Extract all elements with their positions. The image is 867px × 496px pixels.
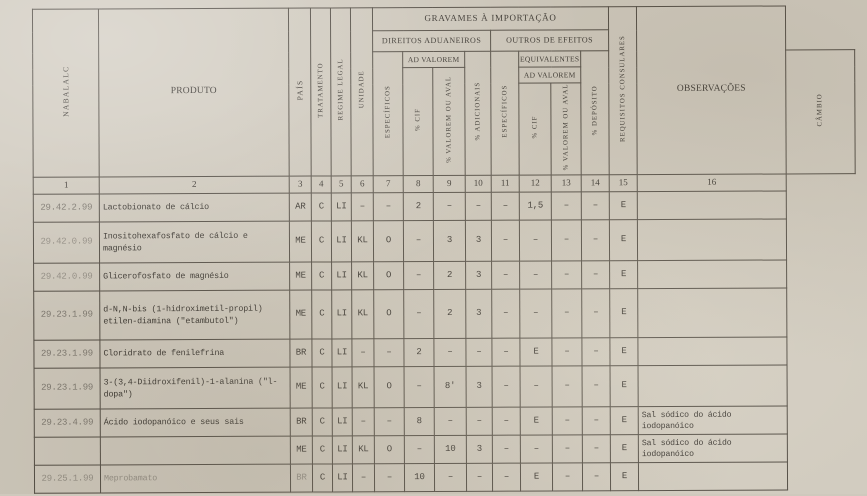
cell-observacoes: Sal sódico do ácido iodopanóico: [638, 406, 787, 435]
cell-especificos-1: O: [374, 436, 404, 464]
colnum-16: 16: [637, 174, 786, 192]
cell-deposito: –: [582, 261, 610, 289]
cell-unidade: –: [352, 408, 374, 436]
cell-regime: LI: [332, 262, 352, 290]
cell-cif-2: E: [520, 463, 552, 491]
header-nabalalc: NABALALC: [32, 9, 99, 177]
cell-regime: LI: [332, 367, 352, 408]
cell-deposito: –: [582, 407, 610, 435]
header-cambio: CÂMBIO: [786, 50, 856, 174]
cell-unidade: KL: [352, 367, 374, 408]
cell-produto: Meprobamato: [100, 464, 290, 493]
cell-produto: Lactobionato de cálcio: [99, 193, 289, 222]
cell-pais: ME: [290, 436, 312, 464]
colnum-3: 3: [289, 176, 311, 193]
cell-cambio: E: [610, 407, 638, 435]
header-especificos-1: ESPECÍFICOS: [373, 52, 404, 176]
cell-cif-2: –: [520, 261, 552, 289]
cell-produto: [100, 436, 290, 465]
cell-regime: LI: [332, 436, 352, 464]
header-gravames: GRAVAMES À IMPORTAÇÃO: [372, 7, 608, 31]
cell-regime: LI: [331, 193, 351, 221]
cell-valorem-2: –: [552, 366, 582, 407]
cell-cif-2: –: [520, 366, 552, 407]
cell-tratamento: C: [311, 193, 331, 221]
table-row: [33, 191, 855, 223]
cell-especificos-2: –: [492, 407, 520, 435]
cell-pais: ME: [290, 262, 312, 290]
cell-deposito: –: [582, 338, 610, 366]
cell-adicionais: 3: [466, 435, 492, 463]
table-row: [34, 337, 856, 369]
cell-deposito: –: [582, 289, 610, 338]
cell-tratamento: C: [312, 290, 332, 339]
cell-nabalalc: 29.25.1.99: [34, 465, 100, 493]
header-direitos-aduaneiros: DIREITOS ADUANEIROS: [373, 30, 491, 52]
header-cif-1: % CIF: [403, 68, 433, 176]
cell-observacoes: Sal sódico do ácido iodopanóico: [638, 434, 787, 463]
cell-cambio: E: [610, 338, 638, 366]
cell-especificos-2: –: [492, 261, 520, 289]
cell-deposito: –: [582, 435, 610, 463]
cell-cambio: E: [610, 261, 638, 289]
cell-regime: LI: [332, 408, 352, 436]
colnum-2: 2: [99, 176, 289, 194]
cell-regime: LI: [331, 221, 351, 262]
cell-adicionais: 3: [466, 366, 492, 407]
header-equivalentes: EQUIVALENTES: [519, 51, 581, 67]
table-row: [34, 365, 856, 410]
cell-observacoes: [637, 191, 786, 220]
cell-valorem-2: –: [552, 407, 582, 435]
cell-cif-2: –: [520, 435, 552, 463]
cell-especificos-1: –: [374, 464, 404, 492]
cell-cambio: E: [610, 435, 638, 463]
cell-produto: Inositohexafosfato de cálcio e magnésio: [99, 221, 289, 263]
cell-especificos-1: –: [374, 408, 404, 436]
cell-valorem-1: –: [433, 192, 465, 220]
cell-adicionais: –: [466, 463, 492, 491]
cell-pais: AR: [289, 193, 311, 221]
cell-cif-2: –: [519, 220, 551, 261]
cell-nabalalc: 29.23.1.99: [34, 291, 100, 340]
cell-observacoes: [638, 462, 787, 491]
tariff-table: [32, 5, 857, 493]
cell-cif-1: 10: [404, 463, 434, 491]
table-row: [34, 260, 856, 292]
cell-unidade: KL: [351, 221, 373, 262]
cell-adicionais: –: [466, 407, 492, 435]
cell-pais: BR: [290, 408, 312, 436]
cell-nabalalc: 29.42.0.99: [33, 222, 99, 263]
cell-produto: Glicerofosfato de magnésio: [100, 262, 290, 291]
cell-cif-1: 2: [403, 192, 433, 220]
cell-valorem-2: –: [551, 220, 581, 261]
cell-pais: BR: [290, 464, 312, 492]
table-row: [33, 219, 855, 264]
cell-especificos-2: –: [492, 338, 520, 366]
header-observacoes: OBSERVAÇÕES: [636, 6, 786, 175]
header-deposito: % DEPÓSITO: [581, 51, 610, 175]
cell-cif-2: E: [520, 338, 552, 366]
cell-regime: LI: [332, 464, 352, 492]
cell-unidade: –: [352, 464, 374, 492]
cell-nabalalc: 29.23.4.99: [34, 409, 100, 437]
cell-pais: ME: [290, 367, 312, 408]
header-adicionais: % ADICIONAIS: [465, 51, 492, 175]
cell-valorem-2: –: [552, 261, 582, 289]
cell-especificos-2: –: [492, 366, 520, 407]
cell-unidade: –: [352, 339, 374, 367]
header-tratamento: TRATAMENTO: [310, 8, 331, 176]
colnum-5: 5: [331, 176, 351, 193]
cell-cif-1: –: [404, 435, 434, 463]
cell-valorem-1: 3: [433, 220, 465, 261]
cell-tratamento: C: [312, 408, 332, 436]
cell-produto: Ácido iodopanóico e seus sais: [100, 408, 290, 437]
cell-tratamento: C: [312, 339, 332, 367]
cell-tratamento: C: [311, 221, 331, 262]
colnum-4: 4: [311, 176, 331, 193]
colnum-9: 9: [433, 175, 465, 192]
cell-valorem-1: 10: [434, 435, 466, 463]
cell-valorem-1: 8': [434, 366, 466, 407]
cell-especificos-2: –: [491, 220, 519, 261]
header-valorem-aval-1: % VALOREM OU AVAL: [433, 67, 465, 175]
cell-cambio: E: [610, 366, 638, 407]
cell-valorem-2: –: [552, 463, 582, 491]
cell-cambio: E: [609, 192, 637, 220]
cell-valorem-1: –: [434, 463, 466, 491]
cell-cambio: E: [610, 289, 638, 338]
colnum-10: 10: [465, 175, 491, 192]
table-row: [34, 288, 856, 341]
cell-valorem-2: –: [551, 192, 581, 220]
cell-unidade: KL: [352, 290, 374, 339]
cell-valorem-1: –: [434, 407, 466, 435]
cell-unidade: KL: [352, 436, 374, 464]
cell-deposito: –: [581, 220, 609, 261]
table-row: [34, 462, 856, 494]
cell-especificos-1: –: [374, 339, 404, 367]
cell-especificos-1: O: [373, 221, 403, 262]
cell-regime: LI: [332, 339, 352, 367]
cell-especificos-1: O: [374, 262, 404, 290]
header-ad-valorem-2: AD VALOREM: [519, 67, 581, 83]
cell-especificos-1: –: [373, 193, 403, 221]
cell-valorem-1: 2: [434, 289, 466, 338]
header-especificos-2: ESPECÍFICOS: [491, 51, 520, 175]
cell-nabalalc: 29.23.1.99: [34, 340, 100, 368]
cell-nabalalc: 29.23.1.99: [34, 368, 100, 409]
cell-pais: BR: [290, 339, 312, 367]
header-regime-legal: REGIME LEGAL: [330, 8, 351, 176]
colnum-6: 6: [351, 176, 373, 193]
colnum-1: 1: [33, 177, 99, 194]
cell-cambio: E: [610, 463, 638, 491]
cell-cif-1: –: [404, 289, 434, 338]
cell-adicionais: 3: [465, 220, 491, 261]
cell-observacoes: [637, 219, 786, 261]
cell-deposito: –: [582, 463, 610, 491]
cell-cif-2: 1,5: [519, 192, 551, 220]
colnum-11: 11: [491, 175, 519, 192]
colnum-14: 14: [581, 175, 609, 192]
cell-cif-1: 2: [404, 338, 434, 366]
header-produto: PRODUTO: [98, 8, 289, 177]
cell-observacoes: [638, 365, 787, 407]
header-unidade: UNIDADE: [350, 8, 373, 176]
header-ad-valorem-1: AD VALOREM: [403, 51, 465, 67]
cell-regime: LI: [332, 290, 352, 339]
cell-produto: d-N,N-bis (1-hidroximetil-propil) etilen-diamina ("etambutol"): [100, 290, 290, 340]
cell-produto: 3-(3,4-Diidroxifenil)-1-alanina ("l-dopa"): [100, 367, 290, 409]
cell-valorem-2: –: [552, 289, 582, 338]
table-row: [34, 406, 856, 438]
cell-unidade: KL: [352, 262, 374, 290]
cell-especificos-2: –: [492, 289, 520, 338]
cell-observacoes: [638, 288, 787, 338]
cell-adicionais: 3: [466, 261, 492, 289]
header-requisitos-consulares: REQUISITOS CONSULARES: [608, 7, 637, 175]
cell-tratamento: C: [312, 436, 332, 464]
cell-pais: ME: [289, 221, 311, 262]
cell-adicionais: –: [466, 338, 492, 366]
cell-deposito: –: [582, 366, 610, 407]
colnum-13: 13: [551, 175, 581, 192]
header-pais: PAÍS: [288, 8, 311, 176]
table-row: [34, 434, 856, 466]
cell-nabalalc: 29.42.2.99: [33, 194, 99, 222]
cell-nabalalc: 29.42.0.99: [34, 263, 100, 291]
colnum-12: 12: [519, 175, 551, 192]
cell-produto: Cloridrato de fenilefrina: [100, 339, 290, 368]
cell-observacoes: [638, 260, 787, 289]
cell-tratamento: C: [312, 464, 332, 492]
cell-cif-1: 8: [404, 407, 434, 435]
cell-especificos-1: O: [374, 367, 404, 408]
colnum-7: 7: [373, 176, 403, 193]
cell-cif-1: –: [404, 366, 434, 407]
cell-adicionais: 3: [466, 289, 492, 338]
header-outros-efeitos: OUTROS DE EFEITOS: [491, 30, 609, 52]
cell-tratamento: C: [312, 367, 332, 408]
cell-cif-2: E: [520, 407, 552, 435]
cell-cif-1: –: [403, 220, 433, 261]
cell-especificos-2: –: [492, 463, 520, 491]
cell-nabalalc: [34, 437, 100, 465]
cell-unidade: –: [351, 193, 373, 221]
colnum-8: 8: [403, 175, 433, 192]
cell-especificos-1: O: [374, 290, 404, 339]
cell-cif-2: –: [520, 289, 552, 338]
cell-observacoes: [638, 337, 787, 366]
cell-especificos-2: –: [491, 192, 519, 220]
header-cif-2: % CIF: [519, 83, 551, 175]
cell-adicionais: –: [465, 192, 491, 220]
cell-pais: ME: [290, 290, 312, 339]
cell-valorem-2: –: [552, 338, 582, 366]
cell-valorem-2: –: [552, 435, 582, 463]
cell-valorem-1: –: [434, 338, 466, 366]
header-valorem-aval-2: % VALOREM OU AVAL: [551, 83, 581, 175]
cell-valorem-1: 2: [434, 261, 466, 289]
cell-cif-1: –: [404, 261, 434, 289]
cell-especificos-2: –: [492, 435, 520, 463]
cell-cambio: E: [609, 220, 637, 261]
colnum-15: 15: [609, 175, 637, 192]
cell-tratamento: C: [312, 262, 332, 290]
cell-deposito: –: [581, 192, 609, 220]
